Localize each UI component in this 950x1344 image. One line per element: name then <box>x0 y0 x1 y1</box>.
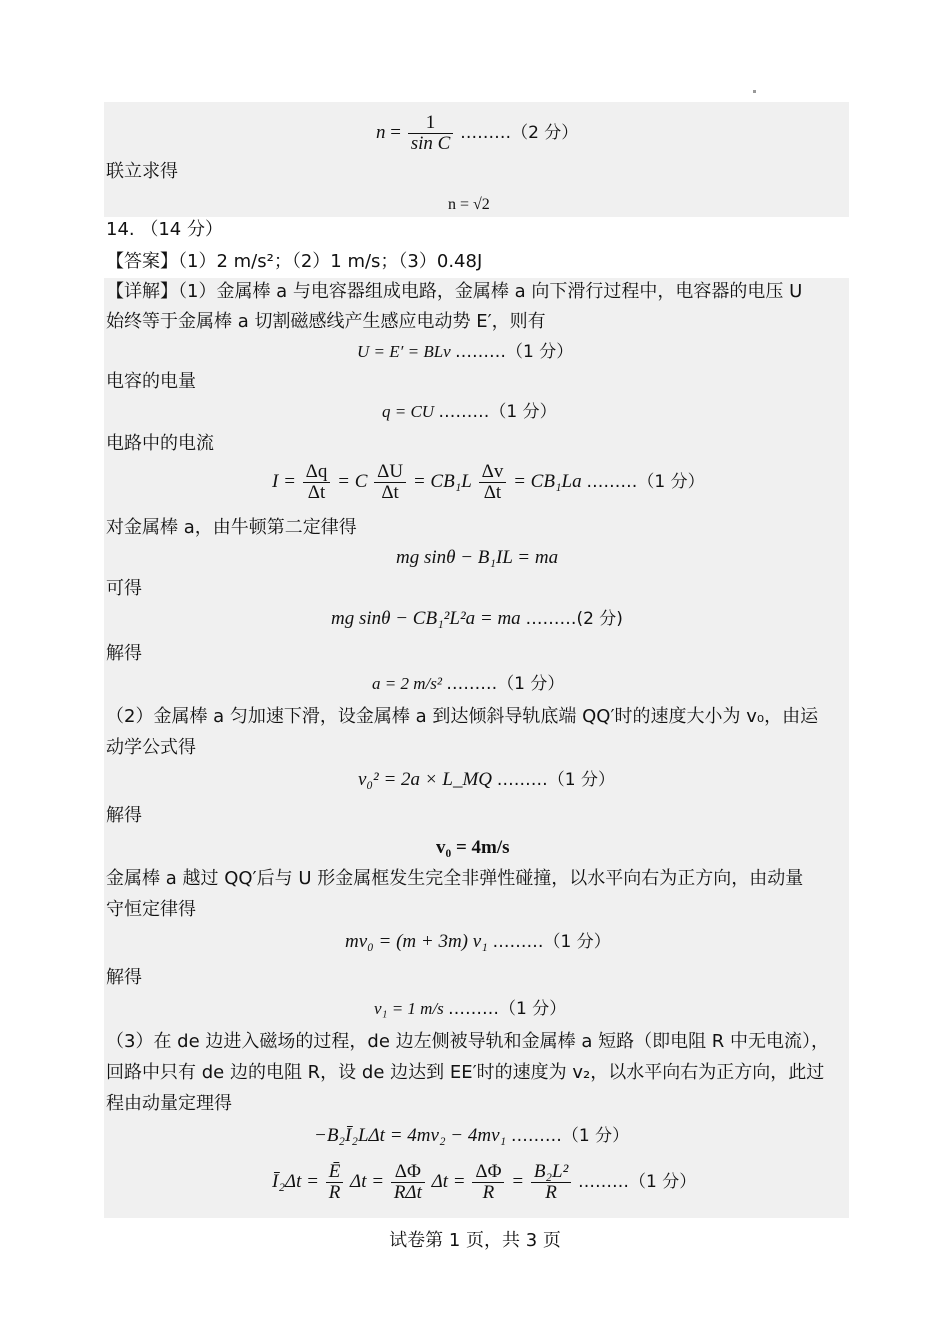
equation-refractive-index: n = $\frac{1}{\text{sin C}}$ ………（2 分） <box>376 112 579 154</box>
part3-line-3: 程由动量定理得 <box>106 1093 232 1114</box>
equation-q: q = CU ………（1 分） <box>382 402 557 422</box>
equation-flux: Ī₂Δt = $\frac{Ē}{R}$ Δt = $\frac{\Delta\Phi}{\text{RΔt}}$ Δt = $\frac{\Delta\Phi}{R}$ = $\frac{\text{B₂L²}}{R}$ ………（1 分） <box>272 1161 697 1203</box>
text-combine: 联立求得 <box>106 161 178 182</box>
part3-line-1: （3）在 de 边进入磁场的过程，de 边左侧被导轨和金属棒 a 短路（即电阻 R 中无电流）， <box>106 1031 830 1052</box>
equation-u: U = E′ = BLv ………（1 分） <box>357 342 574 362</box>
answer-line: 【答案】（1）2 m/s²；（2）1 m/s；（3）0.48J <box>106 251 483 272</box>
text-solve-1: 解得 <box>106 643 142 664</box>
score-2: ………（2 分） <box>460 122 579 143</box>
text-current: 电路中的电流 <box>106 433 214 454</box>
part2-line-2: 动学公式得 <box>106 737 196 758</box>
text-charge: 电容的电量 <box>106 371 196 392</box>
page-footer: 试卷第 1 页，共 3 页 <box>389 1230 561 1251</box>
equation-newton-2: mg sinθ − CB₁²L²a = ma ………(2 分) <box>331 608 623 629</box>
text-newton: 对金属棒 a，由牛顿第二定律得 <box>106 517 357 538</box>
collide-line-2: 守恒定律得 <box>106 899 196 920</box>
equation-v1: v₁ = 1 m/s ………（1 分） <box>374 999 567 1019</box>
part3-line-2: 回路中只有 de 边的电阻 R，设 de 边达到 EE′时的速度为 v₂，以水平向右为正方向，此过 <box>106 1062 825 1083</box>
text-obtain: 可得 <box>106 578 142 599</box>
text-solve-3: 解得 <box>106 967 142 988</box>
part2-line-1: （2）金属棒 a 匀加速下滑，设金属棒 a 到达倾斜导轨底端 QQ′时的速度大小为 v₀，由运 <box>106 706 819 727</box>
detail-line-2: 始终等于金属棒 a 切割磁感线产生感应电动势 E′，则有 <box>106 311 546 332</box>
equation-a: a = 2 m/s² ………（1 分） <box>372 674 565 694</box>
text-solve-2: 解得 <box>106 805 142 826</box>
equation-momentum: mv₀ = (m + 3m) v₁ ………（1 分） <box>345 931 611 952</box>
question-header: 14. （14 分） <box>106 219 223 240</box>
stray-dot <box>753 90 756 93</box>
equation-newton: mg sinθ − B₁IL = ma <box>396 547 559 568</box>
equation-current: I = $\frac{\Delta q}{\Delta t}$ = C $\frac{\Delta U}{\Delta t}$ = CB₁L $\frac{\Delta v}{\Delta t}$ = CB₁La ………（1 分） <box>272 461 705 503</box>
equation-result-n: n = √2 <box>448 196 490 213</box>
equation-v0: v₀ = 4m/s <box>436 837 510 858</box>
detail-line-1: 【详解】（1）金属棒 a 与电容器组成电路，金属棒 a 向下滑行过程中，电容器的电压 U <box>106 281 803 302</box>
equation-v0-squared: v₀² = 2a × L_MQ ………（1 分） <box>358 769 615 790</box>
equation-impulse: −B₂Ī₂LΔt = 4mv₂ − 4mv₁ ………（1 分） <box>314 1125 630 1146</box>
collide-line-1: 金属棒 a 越过 QQ′后与 U 形金属框发生完全非弹性碰撞，以水平向右为正方向，由动量 <box>106 868 804 889</box>
